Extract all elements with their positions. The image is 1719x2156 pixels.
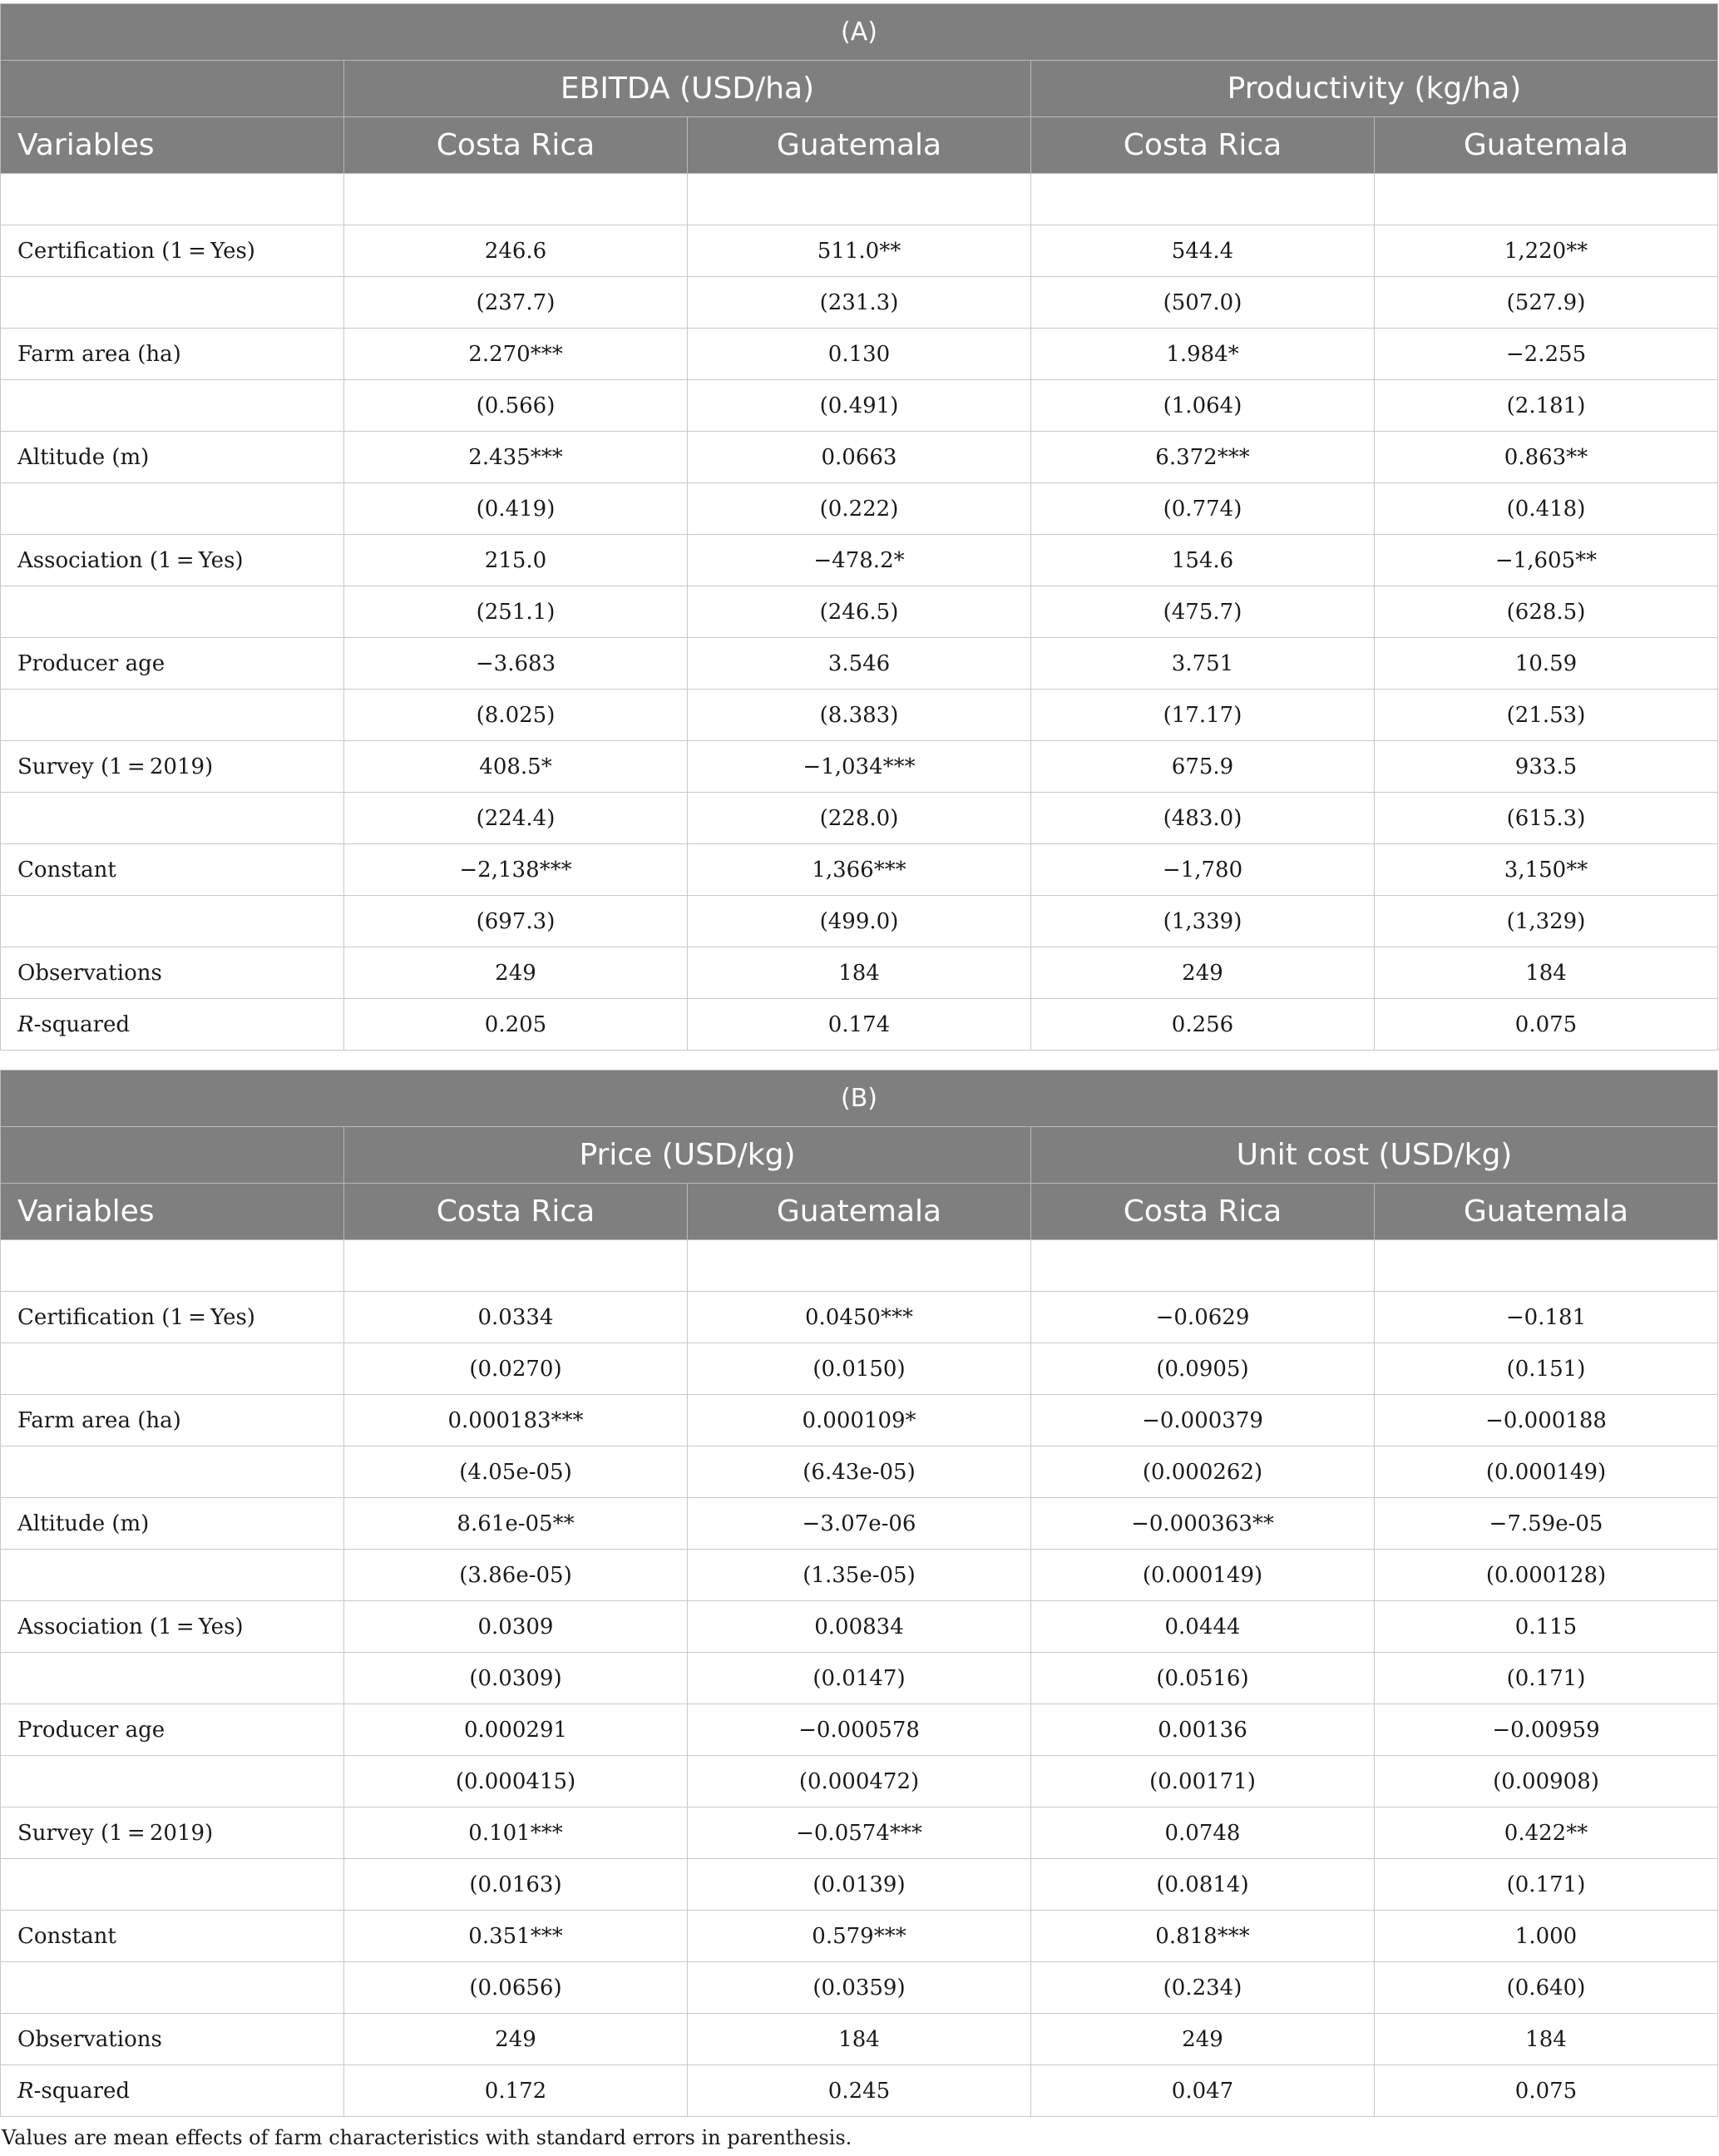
table-cell: (4.05e-05) <box>344 1446 688 1498</box>
table-cell: 0.172 <box>344 2065 688 2117</box>
table-cell: (0.491) <box>688 380 1031 432</box>
table-row <box>1 1343 1718 1395</box>
row-label: Constant <box>1 1911 344 1962</box>
table-cell: (0.0147) <box>688 1653 1031 1704</box>
table-cell: −3.07e-06 <box>688 1498 1031 1550</box>
row-label <box>1 793 344 844</box>
table-cell: −0.00959 <box>1375 1704 1718 1756</box>
table-cell: (0.0150) <box>688 1343 1031 1395</box>
table-cell: 511.0** <box>688 225 1031 277</box>
table-cell: (475.7) <box>1031 586 1375 638</box>
table-cell: 249 <box>1031 947 1375 999</box>
table-cell: 0.0309 <box>344 1601 688 1653</box>
column-header: Costa Rica <box>344 117 688 174</box>
table-cell: (0.0139) <box>688 1859 1031 1911</box>
table-cell: (0.000149) <box>1031 1550 1375 1601</box>
group-header: Productivity (kg/ha) <box>1031 61 1718 117</box>
table-cell: (0.0656) <box>344 1962 688 2014</box>
table-cell: 0.0748 <box>1031 1807 1375 1859</box>
table-row <box>1 690 1718 741</box>
table-row <box>1 586 1718 638</box>
table-row <box>1 896 1718 947</box>
footnote: Values are mean effects of farm characteristics with standard errors in parenthesis. <box>2 2126 852 2149</box>
table-cell: (0.0905) <box>1031 1343 1375 1395</box>
table-cell: (0.640) <box>1375 1962 1718 2014</box>
table-cell: (0.566) <box>344 380 688 432</box>
table-cell: (246.5) <box>688 586 1031 638</box>
table-cell: (0.171) <box>1375 1859 1718 1911</box>
table-cell: (507.0) <box>1031 277 1375 329</box>
table-cell: 249 <box>1031 2014 1375 2065</box>
table-cell: 0.0663 <box>688 432 1031 483</box>
table-cell: −0.000363** <box>1031 1498 1375 1550</box>
row-label <box>1 1343 344 1395</box>
table-cell: 1.000 <box>1375 1911 1718 1962</box>
table-cell: −0.000578 <box>688 1704 1031 1756</box>
table-cell: (0.0516) <box>1031 1653 1375 1704</box>
table-row <box>1 225 1718 277</box>
table-cell: (224.4) <box>344 793 688 844</box>
table-cell: 215.0 <box>344 535 688 586</box>
row-label: Association (1 = Yes) <box>1 535 344 586</box>
table-cell: (0.0814) <box>1031 1859 1375 1911</box>
table-cell: 0.00834 <box>688 1601 1031 1653</box>
row-label <box>1 2065 344 2117</box>
table-cell: (0.418) <box>1375 483 1718 535</box>
table-cell: −1,605** <box>1375 535 1718 586</box>
table-cell: 0.00136 <box>1031 1704 1375 1756</box>
table-cell: 0.047 <box>1031 2065 1375 2117</box>
table-row <box>1 1550 1718 1601</box>
row-label <box>1 483 344 535</box>
table-cell: (8.025) <box>344 690 688 741</box>
column-header: Costa Rica <box>344 1184 688 1240</box>
table-cell: −478.2* <box>688 535 1031 586</box>
table-row <box>1 638 1718 690</box>
table-cell: 0.818*** <box>1031 1911 1375 1962</box>
table-cell: 0.130 <box>688 329 1031 380</box>
row-label: Observations <box>1 947 344 999</box>
table-cell: 249 <box>344 2014 688 2065</box>
table-cell: 0.101*** <box>344 1807 688 1859</box>
table-cell: −1,034*** <box>688 741 1031 793</box>
table-cell: (21.53) <box>1375 690 1718 741</box>
empty-cell <box>1 1240 344 1292</box>
table-cell: −2.255 <box>1375 329 1718 380</box>
empty-cell <box>688 1240 1031 1292</box>
table-cell: (6.43e-05) <box>688 1446 1031 1498</box>
table-row <box>1 1704 1718 1756</box>
table-cell: (0.00908) <box>1375 1756 1718 1807</box>
table-cell: 0.0444 <box>1031 1601 1375 1653</box>
column-header: Costa Rica <box>1031 1184 1375 1240</box>
table-row <box>1 483 1718 535</box>
table-row <box>1 1395 1718 1446</box>
table-cell: (0.00171) <box>1031 1756 1375 1807</box>
row-label: Survey (1 = 2019) <box>1 1807 344 1859</box>
table-cell: (251.1) <box>344 586 688 638</box>
table-cell: 0.000291 <box>344 1704 688 1756</box>
table-cell: (0.222) <box>688 483 1031 535</box>
table-row <box>1 1446 1718 1498</box>
table-row <box>1 1653 1718 1704</box>
table-cell: (0.419) <box>344 483 688 535</box>
table-cell: −0.0574*** <box>688 1807 1031 1859</box>
table-row <box>1 432 1718 483</box>
table-cell: 3.546 <box>688 638 1031 690</box>
table-cell: 2.270*** <box>344 329 688 380</box>
table-cell: −0.000188 <box>1375 1395 1718 1446</box>
table-cell: 1,220** <box>1375 225 1718 277</box>
table-cell: (3.86e-05) <box>344 1550 688 1601</box>
table-cell: (0.000415) <box>344 1756 688 1807</box>
table-cell: (0.0163) <box>344 1859 688 1911</box>
spacer-row <box>1 174 1718 225</box>
row-label <box>1 1859 344 1911</box>
table-cell: 0.0450*** <box>688 1292 1031 1343</box>
panel-label: (B) <box>1 1071 1718 1127</box>
row-label: Farm area (ha) <box>1 1395 344 1446</box>
table-cell: (1.35e-05) <box>688 1550 1031 1601</box>
row-label <box>1 690 344 741</box>
table-cell: (231.3) <box>688 277 1031 329</box>
table-cell: 10.59 <box>1375 638 1718 690</box>
table-cell: 8.61e-05** <box>344 1498 688 1550</box>
row-label: Observations <box>1 2014 344 2065</box>
table-cell: (0.234) <box>1031 1962 1375 2014</box>
table-cell: 249 <box>344 947 688 999</box>
table-cell: 2.435*** <box>344 432 688 483</box>
row-label: Constant <box>1 844 344 896</box>
group-header-empty <box>1 1127 344 1184</box>
table-row <box>1 1962 1718 2014</box>
table-cell: 184 <box>1375 947 1718 999</box>
table-cell: −3.683 <box>344 638 688 690</box>
table-panel-a <box>0 3 1718 1051</box>
r-squared-italic: R <box>17 2078 34 2104</box>
table-cell: (628.5) <box>1375 586 1718 638</box>
table-cell: 6.372*** <box>1031 432 1375 483</box>
table-row <box>1 793 1718 844</box>
row-label: Farm area (ha) <box>1 329 344 380</box>
table-cell: (8.383) <box>688 690 1031 741</box>
table-cell: (1.064) <box>1031 380 1375 432</box>
row-label: Certification (1 = Yes) <box>1 1292 344 1343</box>
row-label <box>1 999 344 1051</box>
table-cell: 0.579*** <box>688 1911 1031 1962</box>
column-header-variables: Variables <box>1 1184 344 1240</box>
empty-cell <box>1031 174 1375 225</box>
table-cell: 675.9 <box>1031 741 1375 793</box>
column-header-variables: Variables <box>1 117 344 174</box>
group-header: Price (USD/kg) <box>344 1127 1031 1184</box>
empty-cell <box>1031 1240 1375 1292</box>
table-row <box>1 1498 1718 1550</box>
table-cell: 154.6 <box>1031 535 1375 586</box>
r-squared-rest: -squared <box>33 2078 131 2104</box>
spacer-row <box>1 1240 1718 1292</box>
row-label <box>1 1653 344 1704</box>
group-header: EBITDA (USD/ha) <box>344 61 1031 117</box>
table-cell: 0.351*** <box>344 1911 688 1962</box>
table-row <box>1 1911 1718 1962</box>
table-cell: 0.245 <box>688 2065 1031 2117</box>
table-cell: (0.171) <box>1375 1653 1718 1704</box>
row-label: Producer age <box>1 1704 344 1756</box>
table-row <box>1 1292 1718 1343</box>
table-cell: 0.0334 <box>344 1292 688 1343</box>
row-label: Producer age <box>1 638 344 690</box>
table-cell: 184 <box>688 2014 1031 2065</box>
column-header: Costa Rica <box>1031 117 1375 174</box>
table-cell: 544.4 <box>1031 225 1375 277</box>
table-cell: 0.075 <box>1375 2065 1718 2117</box>
row-label <box>1 1962 344 2014</box>
table-cell: 0.205 <box>344 999 688 1051</box>
r-squared-rest: -squared <box>33 1011 131 1037</box>
table-cell: (0.0359) <box>688 1962 1031 2014</box>
table-row <box>1 535 1718 586</box>
table-cell: 0.863** <box>1375 432 1718 483</box>
table-cell: 0.256 <box>1031 999 1375 1051</box>
table-body <box>1 174 1718 1051</box>
table-cell: −0.181 <box>1375 1292 1718 1343</box>
table-cell: (0.000472) <box>688 1756 1031 1807</box>
table-cell: 246.6 <box>344 225 688 277</box>
empty-cell <box>1 174 344 225</box>
row-label: Association (1 = Yes) <box>1 1601 344 1653</box>
table-cell: (1,339) <box>1031 896 1375 947</box>
table-cell: 1,366*** <box>688 844 1031 896</box>
row-label: Survey (1 = 2019) <box>1 741 344 793</box>
table-cell: 0.000109* <box>688 1395 1031 1446</box>
table-cell: (527.9) <box>1375 277 1718 329</box>
table-cell: (615.3) <box>1375 793 1718 844</box>
table-row <box>1 1756 1718 1807</box>
table-cell: −0.000379 <box>1031 1395 1375 1446</box>
table-cell: 184 <box>1375 2014 1718 2065</box>
table-cell: (1,329) <box>1375 896 1718 947</box>
column-header: Guatemala <box>1375 117 1718 174</box>
table-cell: (0.0270) <box>344 1343 688 1395</box>
table-panel-b <box>0 1070 1718 2117</box>
table-cell: (228.0) <box>688 793 1031 844</box>
table-cell: −1,780 <box>1031 844 1375 896</box>
table-cell: (0.000262) <box>1031 1446 1375 1498</box>
row-label <box>1 277 344 329</box>
table-cell: (0.000128) <box>1375 1550 1718 1601</box>
row-label: Altitude (m) <box>1 432 344 483</box>
table-cell: 184 <box>688 947 1031 999</box>
group-header: Unit cost (USD/kg) <box>1031 1127 1718 1184</box>
row-label: Certification (1 = Yes) <box>1 225 344 277</box>
table-cell: −7.59e-05 <box>1375 1498 1718 1550</box>
table-cell: −2,138*** <box>344 844 688 896</box>
table-cell: (2.181) <box>1375 380 1718 432</box>
row-label <box>1 1550 344 1601</box>
table-cell: 0.115 <box>1375 1601 1718 1653</box>
table-row <box>1 741 1718 793</box>
panel-label: (A) <box>1 4 1718 61</box>
table-row <box>1 380 1718 432</box>
table-cell: (0.0309) <box>344 1653 688 1704</box>
table-cell: (0.151) <box>1375 1343 1718 1395</box>
table-row <box>1 1601 1718 1653</box>
table-cell: (17.17) <box>1031 690 1375 741</box>
row-label <box>1 1446 344 1498</box>
table-cell: (0.774) <box>1031 483 1375 535</box>
empty-cell <box>1375 174 1718 225</box>
table-cell: 408.5* <box>344 741 688 793</box>
column-header: Guatemala <box>1375 1184 1718 1240</box>
table-cell: 3.751 <box>1031 638 1375 690</box>
table-cell: 1.984* <box>1031 329 1375 380</box>
table-cell: (499.0) <box>688 896 1031 947</box>
table-cell: (697.3) <box>344 896 688 947</box>
group-header-empty <box>1 61 344 117</box>
table-row <box>1 277 1718 329</box>
table-cell: (237.7) <box>344 277 688 329</box>
row-label: Altitude (m) <box>1 1498 344 1550</box>
r-squared-row <box>1 2065 1718 2117</box>
empty-cell <box>344 174 688 225</box>
row-label <box>1 1756 344 1807</box>
table-cell: −0.0629 <box>1031 1292 1375 1343</box>
table-row <box>1 1807 1718 1859</box>
table-cell: (0.000149) <box>1375 1446 1718 1498</box>
r-squared-italic: R <box>17 1011 34 1037</box>
table-cell: 0.174 <box>688 999 1031 1051</box>
table-cell: 0.422** <box>1375 1807 1718 1859</box>
r-squared-row <box>1 999 1718 1051</box>
table-cell: (483.0) <box>1031 793 1375 844</box>
empty-cell <box>344 1240 688 1292</box>
table-cell: 3,150** <box>1375 844 1718 896</box>
table-row <box>1 2014 1718 2065</box>
table-row <box>1 844 1718 896</box>
empty-cell <box>688 174 1031 225</box>
row-label <box>1 380 344 432</box>
row-label <box>1 896 344 947</box>
table-cell: 0.000183*** <box>344 1395 688 1446</box>
column-header: Guatemala <box>688 117 1031 174</box>
table-cell: 933.5 <box>1375 741 1718 793</box>
row-label <box>1 586 344 638</box>
column-header: Guatemala <box>688 1184 1031 1240</box>
table-row <box>1 947 1718 999</box>
table-body <box>1 1240 1718 2117</box>
table-row <box>1 329 1718 380</box>
table-row <box>1 1859 1718 1911</box>
table-cell: 0.075 <box>1375 999 1718 1051</box>
empty-cell <box>1375 1240 1718 1292</box>
